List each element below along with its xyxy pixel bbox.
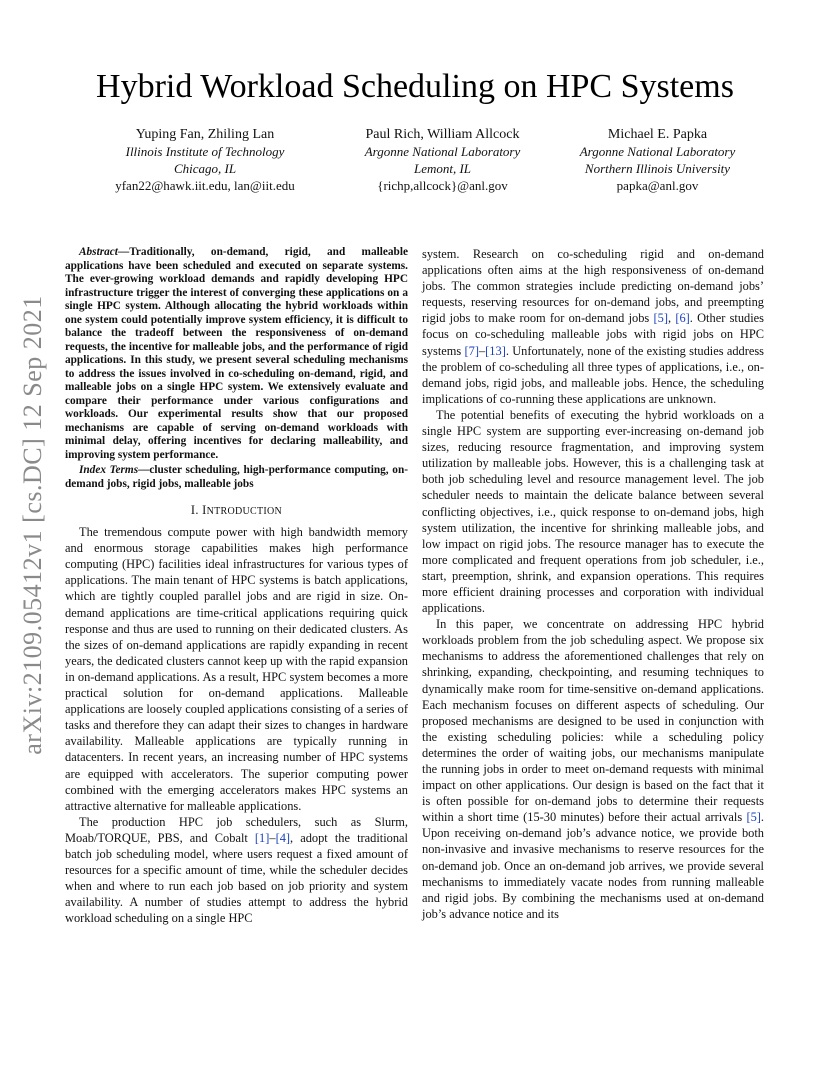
index-terms [65,464,408,491]
index-terms-text: —cluster scheduling, high-performance computing, on-demand jobs, rigid jobs, malleable jobs [65,464,408,490]
section-heading [65,502,408,520]
paper-title: Hybrid Workload Scheduling on HPC Systems [96,68,734,105]
left-column [65,246,408,926]
author-names: Yuping Fan, Zhiling Lan [135,127,275,142]
section-number: I. [190,503,199,517]
paragraph-text: In this paper, we concentrate on addressing HPC hybrid workloads problem from the job scheduling aspect. We propose six mechanisms to address the aforementioned challenges that rely on shrinking, expanding, checkpointing, and resuming techniques to dynamically make room for time-sensitive on-demand applications. Each mechanism focuses on different aspects of scheduling. Our proposed mechanisms are designed to be used in conjunction with the existing scheduling policies: while a scheduling policy determines the order of waiting jobs, our mechanisms manipulate the running jobs in order to meet on-demand requests with minimal impact on other applications. Our design is based on the fact that it is often possible for on-demand jobs to determine their requests within a short time (15-30 minutes) before their actual arrivals [422,617,764,825]
author-location: Northern Illinois University [584,161,731,176]
paragraph-text: system. Research on co-scheduling rigid and on-demand applications often aims at the high responsiveness of on-demand jobs. The common strategies include predicting on-demand jobs’ requests, reserving resources for on-demand jobs, and preempting rigid jobs to make room for on-demand jobs [422,247,764,326]
body-paragraph [65,524,408,814]
author-affiliation: Argonne National Laboratory [579,144,736,159]
arxiv-id-label: arXiv:2109.05412v1 [cs.DC] 12 Sep 2021 [18,295,48,755]
author-location: Chicago, IL [173,161,237,176]
citation-link[interactable]: [5] [746,810,761,825]
citation-link[interactable]: [6] [675,311,690,326]
citation-link[interactable]: [13] [485,343,506,358]
abstract-text: —Traditionally, on-demand, rigid, and malleable applications have been scheduled and executed on separate systems. The ever-growing workload demands and rapidly developing HPC infrastructure trigger the interest of converging these applications on a single HPC system. Although allocating the hybrid workloads within one system could potentially improve system efficiency, it is difficult to balance the tradeoff between the responsiveness of on-demand requests, the incentive for malleable jobs, and the performance of rigid applications. In this study, we present several scheduling mechanisms to address the issues involved in co-scheduling on-demand, rigid, and malleable jobs on a single HPC system. We extensively evaluate and compare their performance under various configurations and workloads. Our experimental results show that our proposed mechanisms are capable of serving on-demand workloads with minimal delay, offering incentives for declaring malleability, and improving system performance. [65,246,408,461]
paragraph-text: . Other studies focus on co-scheduling malleable jobs with rigid jobs on HPC systems [422,311,764,358]
author-group [90,126,320,194]
paragraph-text: – [478,343,486,358]
author-names: Michael E. Papka [607,127,708,142]
body-paragraph [422,616,764,922]
author-group [340,126,545,194]
paragraph-text: . Upon receiving on-demand job’s advance notice, we provide both non-invasive and invasive mechanisms to reserve resources for the on-demand job. Once an on-demand job arrives, we provide several mechanisms to immediately vacate nodes from running malleable and rigid jobs. By combining the mechanisms used at on-demand job’s advance notice and its [422,810,764,921]
index-terms-lead: Index Terms [79,464,139,476]
citation-link[interactable]: [4] [275,830,291,845]
right-column [422,246,764,922]
arxiv-side-stamp [18,290,48,760]
paragraph-text: – [269,830,276,845]
author-email: papka@anl.gov [616,178,699,193]
body-paragraph [422,246,764,407]
body-paragraph [422,407,764,616]
author-affiliation: Illinois Institute of Technology [125,144,285,159]
author-location: Lemont, IL [413,161,472,176]
body-paragraph [65,814,408,927]
paragraph-text: . Unfortunately, none of the existing studies address the problem of co-scheduling all three types of applications, i.e., on-demand jobs, rigid jobs, and malleable jobs. Hence, the scheduling implications of co-running these applications are unknown. [422,343,764,406]
left-body-text [65,524,408,926]
paragraph-text: , [667,311,676,326]
paragraph-text: , adopt the traditional batch job scheduling model, where users request a fixed amount of resources for a specific amount of time, while the scheduler decides when and where to run each job based on job priority and system availability. A number of studies attempt to address the hybrid workload scheduling on a single HPC [65,830,408,926]
paragraph-text: The potential benefits of executing the hybrid workloads on a single HPC system are supporting ever-increasing on-demand job sizes, reducing resource fragmentation, and improving system utilization by malleable jobs. However, this is a challenging task at both job scheduling level and resource management level. The job scheduler needs to maintain the delicate balance between several conflicting objectives, i.e., quick response to on-demand jobs, high system utilization, the incentive for shrinking malleable jobs, and low impact on rigid jobs. The resource manager has to execute the more complicated and frequent operations from job scheduler, i.e., start, preemption, shrink, and expansion operations. This requires more efficient draining processes and corporation with individual applications. [422,407,764,616]
paragraph-text: The production HPC job schedulers, such as Slurm, Moab/TORQUE, PBS, and Cobalt [65,814,408,845]
section-title-rest: NTRODUCTION [206,506,283,517]
section-first-letter: I [202,503,207,517]
citation-link[interactable]: [5] [653,311,668,326]
author-affiliation: Argonne National Laboratory [364,144,521,159]
abstract-lead: Abstract [79,246,118,258]
author-block [90,126,750,194]
author-group [565,126,750,194]
citation-link[interactable]: [7] [464,343,479,358]
right-body-text [422,246,764,922]
author-email: yfan22@hawk.iit.edu, lan@iit.edu [115,178,295,193]
paragraph-text: The tremendous compute power with high bandwidth memory and enormous storage capabilities makes high performance computing (HPC) facilities ideal infrastructures for various types of applications. The main tenant of HPC systems is batch applications, which are tightly coupled parallel jobs and are rigid in size. On-demand applications are time-critical applications requiring quick response and thus are used to running on their dedicated clusters. As the sizes of on-demand applications are rapidly expanding in recent years, the dedicated clusters cannot keep up with the rapid expansion in on-demand applications. As a result, HPC system becomes a more practical solution for on-demand applications. Malleable applications are loosely coupled applications consisting of a series of tasks and therefore they can adapt their sizes to changes in hardware availability. Malleable applications are typically running in datacenters. In recent years, an increasing number of HPC systems are equipped with accelerators. The superior computing power combined with the emerging accelerators makes HPC systems an attractive alternative for malleable applications. [65,525,408,813]
author-email: {richp,allcock}@anl.gov [377,178,508,193]
abstract [65,246,408,462]
citation-link[interactable]: [1] [254,830,270,845]
author-names: Paul Rich, William Allcock [365,127,520,142]
